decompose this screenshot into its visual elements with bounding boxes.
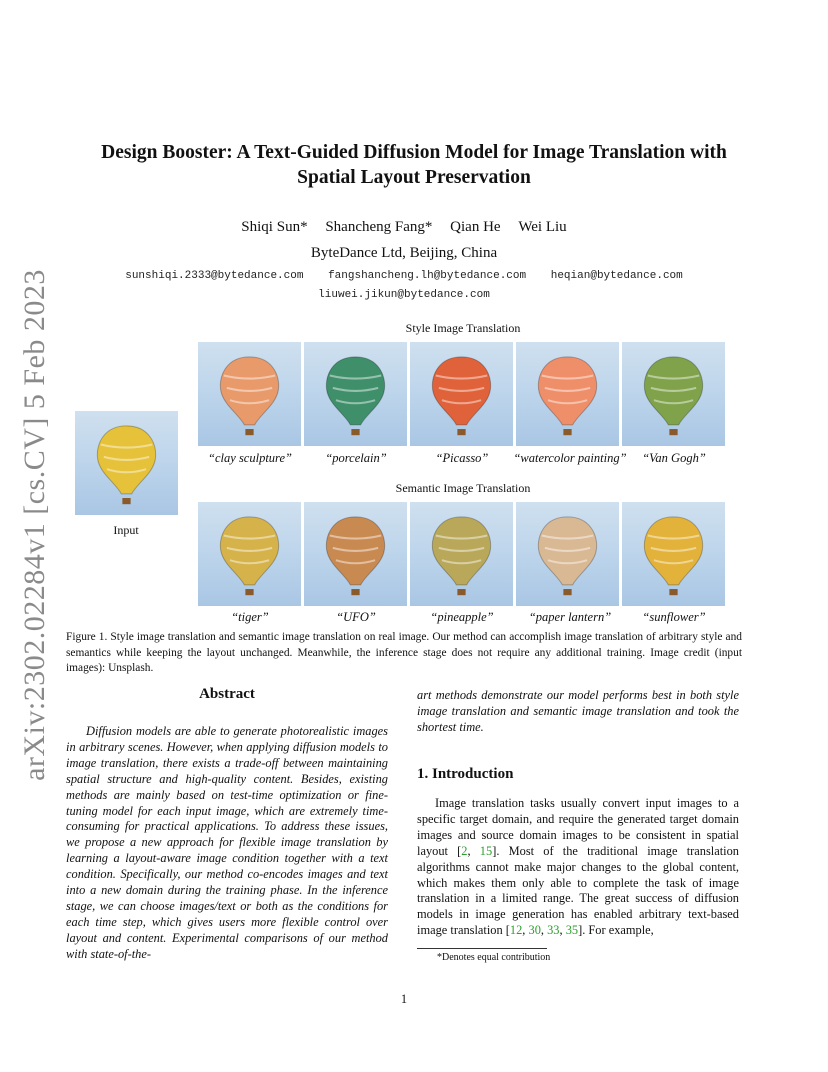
email: heqian@bytedance.com xyxy=(550,270,683,282)
balloon-illustration xyxy=(198,502,301,606)
citation-link[interactable]: 30 xyxy=(528,923,541,938)
semantic-image-pineapple xyxy=(410,502,513,606)
caption-tiger: “tiger” xyxy=(231,610,269,624)
balloon-illustration xyxy=(198,342,301,446)
semantic-row-label: Semantic Image Translation xyxy=(395,481,531,495)
caption-porcelain: “porcelain” xyxy=(325,451,387,465)
balloon-basket xyxy=(669,429,677,435)
citation-link[interactable]: 2 xyxy=(461,843,468,858)
email: liuwei.jikun@bytedance.com xyxy=(318,289,490,301)
balloon-illustration xyxy=(75,411,178,515)
style-row-label: Style Image Translation xyxy=(405,321,521,335)
balloon-illustration xyxy=(622,502,725,606)
caption-pineapple: “pineapple” xyxy=(430,610,494,624)
section-heading-introduction: 1. Introduction xyxy=(417,766,514,782)
page-number: 1 xyxy=(400,992,408,1006)
arxiv-stamp: arXiv:2302.02284v1 [cs.CV] 5 Feb 2023 xyxy=(18,269,52,781)
balloon-basket xyxy=(351,429,359,435)
style-image-picasso xyxy=(410,342,513,446)
semantic-image-sunflower xyxy=(622,502,725,606)
balloon-basket xyxy=(457,429,465,435)
balloon-illustration xyxy=(304,502,407,606)
abstract-heading: Abstract xyxy=(199,686,255,702)
balloon-basket xyxy=(457,589,465,595)
caption-sunflower: “sunflower” xyxy=(642,610,706,624)
semantic-image-paper-lantern xyxy=(516,502,619,606)
balloon-basket xyxy=(563,429,571,435)
balloon-illustration xyxy=(410,502,513,606)
caption-picasso: “Picasso” xyxy=(435,451,489,465)
author: Shancheng Fang* xyxy=(325,219,433,235)
caption-van-gogh: “Van Gogh” xyxy=(642,451,706,465)
author: Wei Liu xyxy=(518,219,567,235)
email: sunshiqi.2333@bytedance.com xyxy=(125,270,304,282)
balloon-basket xyxy=(245,589,253,595)
balloon-illustration xyxy=(622,342,725,446)
style-image-van-gogh xyxy=(622,342,725,446)
introduction-paragraph: Image translation tasks usually convert input images to a specific target domain, and require the generated target domain images and source domain images to be consistent in spatial layout [2, 15]. Most of the traditional image translation algorithms cannot make major changes to the global content, which makes them only able to complete the task of image translation in a limited range. The great success of diffusion models in image generation has enabled arbitrary text-based image translation [12, 30, 33, 35]. For example, xyxy=(417,796,739,938)
caption-clay-sculpture: “clay sculpture” xyxy=(208,451,292,465)
balloon-basket xyxy=(669,589,677,595)
balloon-illustration xyxy=(516,342,619,446)
title-line-2: Spatial Layout Preservation xyxy=(297,167,531,188)
footnote: *Denotes equal contribution xyxy=(437,952,551,963)
balloon-basket xyxy=(122,498,130,504)
balloon-illustration xyxy=(516,502,619,606)
semantic-image-ufo xyxy=(304,502,407,606)
balloon-basket xyxy=(563,589,571,595)
abstract-text: Diffusion models are able to generate photorealistic images in arbitrary scenes. However, when applying diffusion models to image translation, there exists a trade-off between maintaining spatial structure and high-quality content. Besides, existing methods are mainly based on test-time optimization or fine-tuning model for each input image, which are extremely time-consuming for practical applications. To address these issues, we propose a new approach for flexible image translation by learning a layout-aware image condition together with a text condition. Specifically, our method co-encodes images and text into a new domain during the training phase. In the inference stage, we can choose images/text or both as the conditions for each time step, which gives users more flexible control over layout and content. Experimental comparisons of our method with state-of-the- xyxy=(66,724,388,961)
style-image-clay-sculpture xyxy=(198,342,301,446)
author: Shiqi Sun* xyxy=(241,219,308,235)
caption-ufo: “UFO” xyxy=(336,610,376,624)
email: fangshancheng.lh@bytedance.com xyxy=(328,270,527,282)
paper-title xyxy=(60,140,768,190)
figure-caption: Figure 1. Style image translation and semantic image translation on real image. Our method can accomplish image translation of arbitrary style and semantics while keeping the layout unchanged. Meanwhile, the inference stage does not require any additional training. Image credit (input images): Unsplash. xyxy=(66,631,742,674)
input-label: Input xyxy=(113,523,139,537)
footnote-rule xyxy=(417,948,547,949)
abstract-continued: art methods demonstrate our model performs best in both style image translation and semantic image translation and took the shortest time. xyxy=(417,688,739,734)
citation-link[interactable]: 35 xyxy=(565,923,579,938)
citation-link[interactable]: 33 xyxy=(547,923,560,938)
input-image xyxy=(75,411,178,515)
balloon-basket xyxy=(245,429,253,435)
author-list xyxy=(0,219,808,236)
affiliation: ByteDance Ltd, Beijing, China xyxy=(310,245,498,261)
title-line-1: Design Booster: A Text-Guided Diffusion Model for Image Translation with xyxy=(101,142,727,163)
author: Qian He xyxy=(450,219,501,235)
caption-paper-lantern: “paper lantern” xyxy=(528,610,612,624)
semantic-image-tiger xyxy=(198,502,301,606)
style-image-watercolor xyxy=(516,342,619,446)
caption-watercolor: “watercolor painting” xyxy=(513,451,627,465)
balloon-illustration xyxy=(410,342,513,446)
balloon-basket xyxy=(351,589,359,595)
style-image-porcelain xyxy=(304,342,407,446)
balloon-illustration xyxy=(304,342,407,446)
email-block xyxy=(0,267,808,305)
citation-link[interactable]: 15 xyxy=(479,843,493,858)
citation-link[interactable]: 12 xyxy=(509,923,523,938)
